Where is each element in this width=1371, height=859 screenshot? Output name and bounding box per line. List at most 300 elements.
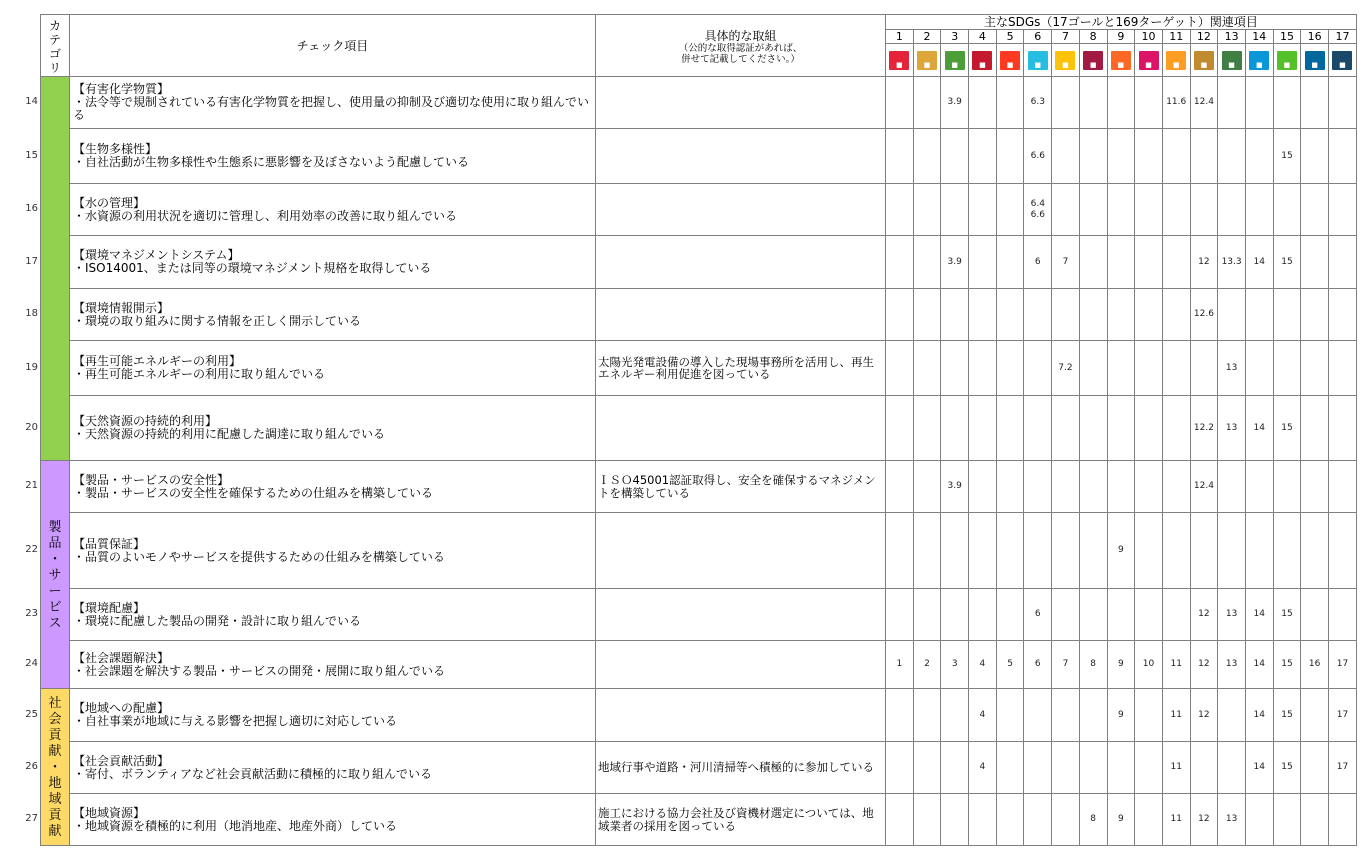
check-item-description: ・水資源の利用状況を適切に管理し、利用効率の改善に取り組んでいる [73, 208, 458, 223]
sdg-target-cell [1024, 689, 1052, 742]
check-item-cell [70, 77, 596, 129]
inequality-icon: ■ [1139, 51, 1159, 70]
sdg-target-cell [1024, 396, 1052, 461]
sdg-target-cell [1052, 513, 1080, 589]
sdg-target-cell: 9 [1107, 794, 1135, 846]
sdg-target-cell [1135, 289, 1163, 341]
check-item-description: ・品質のよいモノやサービスを提供するための仕組みを構築している [73, 549, 445, 564]
sdg-target-cell [1301, 689, 1329, 742]
header-row-1 [41, 15, 1357, 30]
sdg-target-cell [969, 184, 997, 236]
sdg-target-cell: 11 [1162, 641, 1190, 689]
row-number: 19 [25, 361, 38, 373]
sdg-target-cell [1079, 129, 1107, 184]
table-row [41, 794, 1357, 846]
category-header-char: リ [48, 60, 61, 75]
sdg-target-cell: 16 [1301, 641, 1329, 689]
sdg-target-cell [941, 689, 969, 742]
sdg-target-cell [1218, 129, 1246, 184]
industry-icon: ■ [1111, 51, 1131, 70]
check-item-cell [70, 641, 596, 689]
sdg-icon-cell [1107, 44, 1135, 77]
action-header-note-1: （公的な取得認証があれば、 [678, 43, 803, 54]
action-cell[interactable] [596, 641, 886, 689]
sdg-target-cell [1052, 794, 1080, 846]
sdg-target-cell: 12.6 [1190, 289, 1218, 341]
sdg-target-cell: 13 [1218, 641, 1246, 689]
action-cell[interactable] [596, 77, 886, 129]
check-item-title: 【再生可能エネルギーの利用】 [73, 354, 242, 368]
check-item-title: 【地域への配慮】 [73, 701, 170, 715]
sdg-target-cell [1079, 341, 1107, 396]
action-cell[interactable]: 地域行事や道路・河川清掃等へ積極的に参加している [596, 742, 886, 794]
sdg-target-cell [969, 77, 997, 129]
category-char: 貢 [48, 728, 62, 743]
sdg-target-cell [913, 461, 941, 513]
sdg-target-cell: 9 [1107, 641, 1135, 689]
sdg-target-cell [1107, 742, 1135, 794]
sdg-target-cell: 11 [1162, 794, 1190, 846]
sdg-icon-cell [1079, 44, 1107, 77]
sdg-goal-number: 13 [1218, 30, 1246, 44]
sdg-target-cell: 13 [1218, 589, 1246, 641]
action-cell[interactable] [596, 129, 886, 184]
sdg-target-cell [1301, 77, 1329, 129]
sdg-target-cell [1301, 184, 1329, 236]
sdg-target-cell [1079, 396, 1107, 461]
sdg-target-cell [1245, 794, 1273, 846]
action-cell[interactable] [596, 689, 886, 742]
sdg-target-cell [886, 184, 914, 236]
sdg-icon-cell [1329, 44, 1357, 77]
sdg-target-cell: 13 [1218, 341, 1246, 396]
sdg-target-cell: 6.3 [1024, 77, 1052, 129]
sdg-target-cell [969, 461, 997, 513]
check-item-title: 【地域資源】 [73, 805, 146, 820]
row-number: 26 [25, 761, 38, 772]
sdg-target-cell: 6.6 [1024, 129, 1052, 184]
sdg-goal-number: 1 [886, 30, 914, 44]
sdg-target-cell [1052, 742, 1080, 794]
sdg-icon-cell [941, 44, 969, 77]
sdg-target-cell [1052, 289, 1080, 341]
sdg-target-cell [1135, 77, 1163, 129]
sdg-target-cell [1301, 461, 1329, 513]
sdg-target-cell [1301, 236, 1329, 289]
peace-icon: ■ [1305, 51, 1325, 70]
category-char: 品 [48, 535, 62, 551]
sdg-target-cell: 10 [1135, 641, 1163, 689]
sdg-goal-number: 16 [1301, 30, 1329, 44]
sdg-target-cell [969, 513, 997, 589]
sdg-target-cell: 4 [969, 689, 997, 742]
sdg-target-cell [1024, 289, 1052, 341]
sdg-target-cell [1107, 396, 1135, 461]
sdg-target-cell: 14 [1245, 236, 1273, 289]
sdg-goal-number: 15 [1273, 30, 1301, 44]
sdg-icon-cell [913, 44, 941, 77]
sdg-target-cell: 12.4 [1190, 77, 1218, 129]
sdg-icon-cell [1024, 44, 1052, 77]
sdg-target-cell [1135, 513, 1163, 589]
category-char: ー [48, 583, 62, 599]
sdg-target-cell [1162, 129, 1190, 184]
sdg-target-cell [1245, 341, 1273, 396]
sdg-target-cell: 9 [1107, 513, 1135, 589]
sdg-target-cell: 15 [1273, 689, 1301, 742]
sdg-target-cell: 12 [1190, 641, 1218, 689]
check-item-title: 【品質保証】 [73, 536, 146, 551]
sdg-target-cell [1079, 689, 1107, 742]
action-header-title: 具体的な取組 [704, 29, 777, 43]
category-char: ビ [48, 599, 62, 615]
sdg-target-cell: 8 [1079, 641, 1107, 689]
sdg-target-cell: 13 [1218, 396, 1246, 461]
sdg-target-cell [1107, 184, 1135, 236]
sdg-target-cell: 7 [1052, 236, 1080, 289]
sdg-target-cell [969, 236, 997, 289]
check-item-title: 【製品・サービスの安全性】 [73, 472, 230, 487]
sdg-target-cell: 6.4 6.6 [1024, 184, 1052, 236]
category-char: 献 [48, 824, 62, 839]
category-header-text [41, 17, 69, 75]
action-cell[interactable] [596, 289, 886, 341]
sdg-target-cell [1052, 184, 1080, 236]
sdg-target-cell [913, 184, 941, 236]
consumption-icon: ■ [1194, 51, 1214, 70]
check-item-cell [70, 236, 596, 289]
sdg-target-cell: 3.9 [941, 77, 969, 129]
sdg-icon-cell [1190, 44, 1218, 77]
sdg-goal-number: 10 [1135, 30, 1163, 44]
sdg-target-cell [996, 77, 1024, 129]
sdg-target-cell [1107, 129, 1135, 184]
land-icon: ■ [1277, 51, 1297, 70]
sdgs-checklist-table [40, 14, 1357, 846]
row-number: 14 [25, 96, 38, 107]
sdgs-header-title: 主なSDGs（17ゴールと169ターゲット）関連項目 [886, 15, 1357, 30]
hunger-icon: ■ [917, 51, 937, 70]
sdg-target-cell [996, 742, 1024, 794]
sdg-target-cell [1329, 589, 1357, 641]
table-row [41, 77, 1357, 129]
sdg-target-cell [1329, 129, 1357, 184]
sdg-target-cell [1024, 742, 1052, 794]
sdg-target-cell [1135, 461, 1163, 513]
sdg-target-cell [913, 129, 941, 184]
sdg-target-cell [1162, 396, 1190, 461]
sdg-target-cell [996, 461, 1024, 513]
check-item-description: ・ISO14001、または同等の環境マネジメント規格を取得している [73, 261, 432, 275]
sdg-target-cell [1273, 289, 1301, 341]
table-row [41, 513, 1357, 589]
sdg-target-cell [1273, 513, 1301, 589]
sdg-target-cell [1218, 289, 1246, 341]
sdg-target-cell [886, 396, 914, 461]
sdg-target-cell [886, 742, 914, 794]
sdg-target-cell [1329, 461, 1357, 513]
sdg-icon-cell [996, 44, 1024, 77]
work-icon: ■ [1083, 51, 1103, 70]
check-item-title: 【社会貢献活動】 [73, 753, 170, 768]
sdg-target-cell: 14 [1245, 396, 1273, 461]
check-item-cell [70, 589, 596, 641]
row-number: 27 [25, 813, 38, 824]
table-row [41, 396, 1357, 461]
sdg-goal-number: 3 [941, 30, 969, 44]
energy-icon: ■ [1055, 51, 1075, 70]
sdg-target-cell [1245, 129, 1273, 184]
sdg-target-cell [941, 794, 969, 846]
table-row [41, 236, 1357, 289]
check-item-title: 【環境マネジメントシステム】 [73, 248, 240, 262]
sdg-icon-cell [886, 44, 914, 77]
sdg-target-cell: 12 [1190, 589, 1218, 641]
sdg-target-cell [886, 341, 914, 396]
check-item-cell [70, 742, 596, 794]
action-cell[interactable] [596, 236, 886, 289]
row-number: 25 [25, 708, 38, 720]
sdg-target-cell [1190, 742, 1218, 794]
row-number-gutter [0, 0, 40, 859]
check-item-title: 【生物多様性】 [73, 142, 158, 156]
sdg-target-cell [1052, 461, 1080, 513]
action-cell[interactable] [596, 396, 886, 461]
sdg-goal-number: 6 [1024, 30, 1052, 44]
ocean-icon: ■ [1249, 51, 1269, 70]
education-icon: ■ [972, 51, 992, 70]
sdg-target-cell [1329, 341, 1357, 396]
action-cell[interactable]: ＩＳＯ45001認証取得し、安全を確保するマネジメントを構築している [596, 461, 886, 513]
sdg-target-cell [1245, 184, 1273, 236]
sdg-target-cell: 4 [969, 742, 997, 794]
sdg-target-cell [1135, 794, 1163, 846]
category-char: ・ [48, 760, 62, 775]
sdg-target-cell [996, 184, 1024, 236]
sdg-target-cell [1052, 77, 1080, 129]
row-number: 24 [25, 658, 38, 669]
sdg-target-cell [996, 794, 1024, 846]
sdg-target-cell: 14 [1245, 641, 1273, 689]
sdg-target-cell: 12 [1190, 794, 1218, 846]
row-number: 15 [25, 149, 38, 161]
sdg-target-cell [941, 589, 969, 641]
sdg-target-cell: 14 [1245, 689, 1273, 742]
sdg-target-cell [996, 589, 1024, 641]
sdg-goal-number: 9 [1107, 30, 1135, 44]
table-row [41, 589, 1357, 641]
category-char: ス [48, 615, 62, 631]
action-cell[interactable]: 施工における協力会社及び資機材選定については、地域業者の採用を図っている [596, 794, 886, 846]
check-item-description: ・自社事業が地域に与える影響を把握し適切に対応している [73, 714, 398, 728]
sdg-target-cell [1301, 396, 1329, 461]
sdg-target-cell [1162, 513, 1190, 589]
sdg-target-cell [1329, 77, 1357, 129]
sdg-icon-cell [1245, 44, 1273, 77]
check-item-description: ・寄付、ボランティアなど社会貢献活動に積極的に取り組んでいる [73, 766, 433, 781]
sdg-target-cell [1024, 461, 1052, 513]
check-item-cell [70, 461, 596, 513]
row-number: 17 [25, 255, 38, 267]
sdg-target-cell: 12 [1190, 236, 1218, 289]
sdg-target-cell [996, 289, 1024, 341]
sdg-target-cell: 13 [1218, 794, 1246, 846]
sdg-target-cell [1245, 461, 1273, 513]
climate-icon: ■ [1222, 51, 1242, 70]
table-row [41, 641, 1357, 689]
sdg-target-cell [1107, 77, 1135, 129]
action-cell[interactable] [596, 589, 886, 641]
sdg-target-cell [1135, 236, 1163, 289]
sdg-target-cell [1162, 461, 1190, 513]
sdg-target-cell: 17 [1329, 641, 1357, 689]
check-item-cell [70, 289, 596, 341]
sdg-target-cell: 15 [1273, 641, 1301, 689]
sdg-target-cell [941, 513, 969, 589]
sdg-target-cell [1107, 289, 1135, 341]
sdg-target-cell [1079, 184, 1107, 236]
sdg-target-cell [941, 289, 969, 341]
check-item-description: ・法令等で規制されている有害化学物質を把握し、使用量の抑制及び適切な使用に取り組んでいる [73, 95, 590, 122]
sdg-target-cell [1052, 689, 1080, 742]
sdg-target-cell [1190, 341, 1218, 396]
category-header-char: カ [48, 18, 61, 33]
sdg-target-cell [969, 289, 997, 341]
sdg-target-cell [1273, 794, 1301, 846]
sdg-target-cell [886, 289, 914, 341]
sdg-target-cell [1079, 589, 1107, 641]
sdg-target-cell: 12 [1190, 689, 1218, 742]
check-item-description: ・自社活動が生物多様性や生態系に悪影響を及ぼさないよう配慮している [73, 155, 470, 169]
category-char: ・ [48, 551, 62, 567]
action-cell[interactable]: 太陽光発電設備の導入した現場事務所を活用し、再生エネルギー利用促進を図っている [596, 341, 886, 396]
check-item-title: 【環境配慮】 [73, 600, 146, 615]
sdg-target-cell [1107, 341, 1135, 396]
sdg-goal-number: 2 [913, 30, 941, 44]
sdg-target-cell [1245, 513, 1273, 589]
check-item-description: ・天然資源の持続的利用に配慮した調達に取り組んでいる [73, 427, 386, 441]
sdg-target-cell: 3.9 [941, 236, 969, 289]
sdg-target-cell [1079, 77, 1107, 129]
sdg-target-cell [1079, 236, 1107, 289]
sdg-target-cell: 15 [1273, 129, 1301, 184]
sdg-target-cell [969, 396, 997, 461]
category-cell [41, 461, 70, 689]
sdg-target-cell [1135, 341, 1163, 396]
table-row [41, 742, 1357, 794]
sdg-target-cell [1301, 289, 1329, 341]
gender-icon: ■ [1000, 51, 1020, 70]
category-char: 地 [48, 776, 62, 791]
sdg-goal-number: 7 [1052, 30, 1080, 44]
sdg-target-cell: 7.2 [1052, 341, 1080, 396]
sdg-target-cell: 15 [1273, 589, 1301, 641]
check-item-cell [70, 184, 596, 236]
sdg-target-cell [1273, 461, 1301, 513]
category-label [41, 694, 69, 840]
sdg-icon-cell [1162, 44, 1190, 77]
row-number: 16 [25, 203, 38, 214]
sdg-icon-cell [969, 44, 997, 77]
table-row [41, 184, 1357, 236]
sdg-target-cell: 12.4 [1190, 461, 1218, 513]
health-icon: ■ [945, 51, 965, 70]
table-row [41, 461, 1357, 513]
sdg-target-cell [996, 341, 1024, 396]
sdg-target-cell [996, 129, 1024, 184]
category-char: 献 [48, 744, 62, 759]
sdg-target-cell [886, 589, 914, 641]
action-header [596, 15, 886, 77]
sdg-target-cell [886, 689, 914, 742]
sdg-target-cell: 17 [1329, 742, 1357, 794]
check-item-title: 【水の管理】 [73, 195, 146, 210]
table-row [41, 289, 1357, 341]
sdg-target-cell: 11 [1162, 742, 1190, 794]
category-cell [41, 689, 70, 846]
check-item-description: ・再生可能エネルギーの利用に取り組んでいる [73, 367, 326, 381]
action-header-note-2: 併せて記載してください。） [681, 54, 800, 65]
sdg-target-cell [1190, 129, 1218, 184]
partnership-icon: ■ [1332, 51, 1352, 70]
sdg-target-cell [913, 396, 941, 461]
sdg-goal-number: 14 [1245, 30, 1273, 44]
sdg-target-cell [1329, 513, 1357, 589]
sdg-target-cell [1329, 184, 1357, 236]
check-item-cell [70, 689, 596, 742]
sdg-target-cell: 17 [1329, 689, 1357, 742]
sdg-target-cell [886, 129, 914, 184]
check-item-title: 【天然資源の持続的利用】 [73, 414, 218, 428]
sdg-target-cell [996, 689, 1024, 742]
sdg-goal-number: 11 [1162, 30, 1190, 44]
sdg-target-cell [1218, 689, 1246, 742]
sdg-target-cell [969, 589, 997, 641]
check-item-cell [70, 513, 596, 589]
category-char: 社 [48, 696, 62, 711]
sdg-target-cell [1024, 513, 1052, 589]
sdg-target-cell [913, 289, 941, 341]
check-item-title: 【有害化学物質】 [73, 82, 170, 96]
row-number: 23 [25, 608, 38, 619]
sdg-target-cell [1218, 461, 1246, 513]
sdg-target-cell: 13.3 [1218, 236, 1246, 289]
sdg-target-cell: 7 [1052, 641, 1080, 689]
category-char: 製 [48, 519, 62, 535]
sdg-target-cell: 14 [1245, 589, 1273, 641]
sdg-target-cell [1218, 77, 1246, 129]
action-cell[interactable] [596, 184, 886, 236]
sdg-target-cell: 11.6 [1162, 77, 1190, 129]
sdg-target-cell [886, 513, 914, 589]
sdg-target-cell [913, 513, 941, 589]
row-number: 20 [25, 421, 38, 433]
sdg-target-cell [941, 396, 969, 461]
sdg-target-cell [1079, 461, 1107, 513]
sdg-target-cell [913, 589, 941, 641]
sdg-goal-number: 4 [969, 30, 997, 44]
check-item-description: ・環境に配慮した製品の開発・設計に取り組んでいる [73, 613, 362, 628]
action-cell[interactable] [596, 513, 886, 589]
sdg-target-cell [1218, 513, 1246, 589]
sdg-target-cell [1301, 341, 1329, 396]
sdg-target-cell [1135, 396, 1163, 461]
sdg-target-cell [1301, 742, 1329, 794]
sdg-target-cell: 3 [941, 641, 969, 689]
sdg-goal-number: 5 [996, 30, 1024, 44]
sdg-target-cell [913, 794, 941, 846]
check-item-title: 【環境情報開示】 [73, 300, 170, 315]
